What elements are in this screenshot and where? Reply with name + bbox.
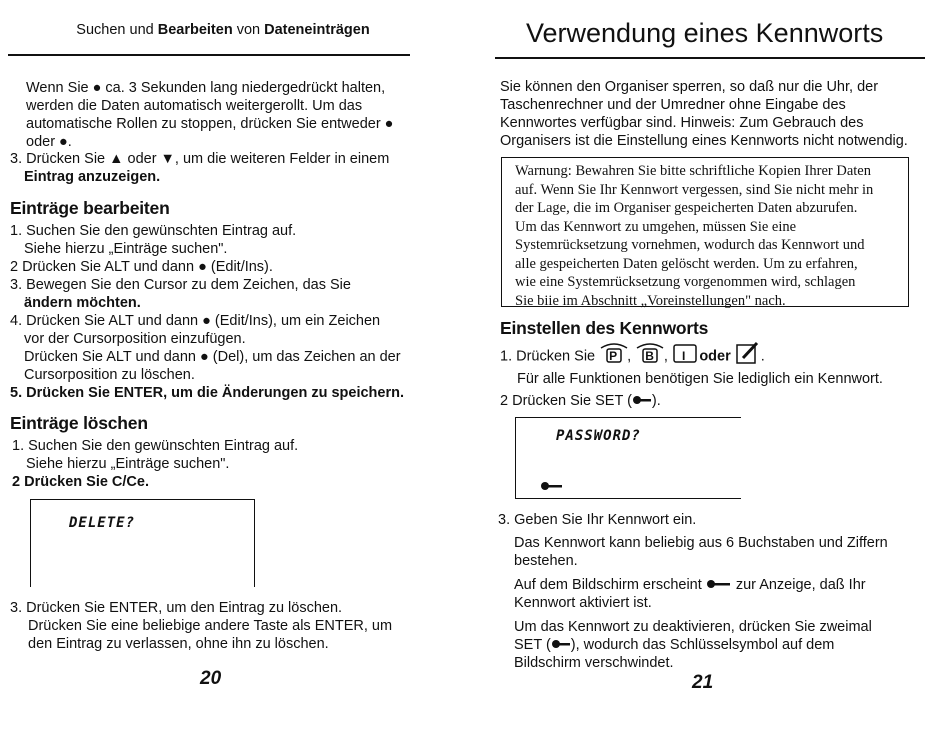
text-line: 5. Drücken Sie ENTER, um die Änderungen zu speichern. (10, 385, 404, 401)
text-line: 4. Drücken Sie ALT und dann ● (Edit/Ins), um ein Zeichen (10, 313, 381, 329)
text-line: Wenn Sie ● ca. 3 Sekunden lang niedergedrückt halten, (26, 80, 386, 96)
step3-field-nav (10, 150, 450, 186)
text-line: Eintrag anzuzeigen. (24, 169, 161, 185)
delete-confirm-step (10, 599, 460, 653)
page-title: Verwendung eines Kennworts (526, 18, 884, 48)
text-line: Das Kennwort kann beliebig aus 6 Buchstaben und Ziffern (514, 535, 888, 551)
key-label-i: I (681, 349, 686, 364)
text-line: 1. Drücken Sie (500, 348, 596, 365)
text-line: Kennwortes verfügbar sind. Hinweis: Zum Gebrauch des (500, 115, 864, 131)
warning-line: Systemrücksetzung vornehmen, wodurch das Kennwort und (515, 237, 865, 253)
text-line: zur Anzeige, daß Ihr (735, 577, 866, 593)
warning-line: alle gespeicherten Daten gelöscht werden. Um zu erfahren, (515, 255, 858, 272)
para-active (514, 576, 944, 612)
warning-box (501, 157, 909, 307)
text-line: Cursorposition zu löschen. (24, 367, 195, 383)
text-line: Drücken Sie ALT und dann ● (Del), um das Zeichen an der (24, 349, 401, 365)
text-line: automatische Rollen zu stoppen, drücken Sie entweder ● (26, 116, 394, 132)
text-line: Taschenrechner und der Umredner ohne Eingabe des (500, 97, 846, 113)
text-line: Sie können den Organiser sperren, so daß nur die Uhr, der (500, 79, 879, 95)
text-line: Bildschirm verschwindet. (514, 655, 674, 672)
text-line: Auf dem Bildschirm erscheint (514, 577, 702, 593)
text-line: Drücken Sie eine beliebige andere Taste als ENTER, um (28, 618, 393, 634)
warning-line: wie eine Systemrücksetzung vorgenommen wird, schlagen (515, 274, 856, 290)
lcd-text: DELETE? (69, 515, 136, 531)
text-line: 2 Drücken Sie ALT und dann ● (Edit/Ins). (10, 259, 273, 275)
text-line: ändern möchten. (24, 295, 141, 311)
text-line: 3. Bewegen Sie den Cursor zu dem Zeichen, das Sie (10, 277, 351, 293)
section-heading-delete: Einträge löschen (10, 413, 148, 433)
text-line: den Eintrag zu verlassen, ohne ihn zu löschen. (28, 636, 329, 652)
key-icon (632, 392, 652, 410)
set-step-3: 3. Geben Sie Ihr Kennwort ein. (498, 512, 697, 528)
key-label-b: B (645, 349, 654, 364)
page-number: 21 (692, 672, 714, 693)
header-text-bold: Bearbeiten (157, 22, 233, 38)
text-line: SET ( (514, 637, 551, 653)
text-line: 1. Suchen Sie den gewünschten Eintrag auf. (10, 223, 297, 239)
title-rule (495, 57, 925, 59)
key-icon (706, 576, 732, 594)
text-line: bestehen. (514, 553, 578, 569)
text-line: Siehe hierzu „Einträge suchen". (26, 456, 230, 472)
set-step-1: 1. Drücken Sie P , B , I oder . (500, 341, 940, 372)
text-line: Kennwort aktiviert ist. (514, 595, 652, 612)
text-line: 2 Drücken Sie SET ( (500, 393, 632, 409)
page-number: 20 (200, 668, 222, 689)
key-label-p: P (609, 349, 618, 364)
header-text: Suchen und (76, 22, 158, 38)
set-step-2 (500, 392, 940, 410)
warning-line: der Lage, die im Organiser gespeicherten Daten abzurufen. (515, 200, 858, 216)
text-line: Um das Kennwort zu deaktivieren, drücken Sie zweimal (514, 619, 872, 635)
intro-paragraph (500, 78, 940, 150)
para-length (514, 534, 944, 570)
text-line: 1. Suchen Sie den gewünschten Eintrag auf. (12, 438, 299, 454)
lcd-display-password (515, 417, 741, 499)
text-line: ). (651, 393, 661, 409)
header-text: von (232, 22, 265, 38)
pencil-icon (735, 341, 761, 372)
key-icon (551, 636, 571, 654)
left-page (0, 0, 470, 732)
section-heading-edit: Einträge bearbeiten (10, 198, 170, 218)
scroll-paragraph (26, 79, 446, 151)
header-rule (8, 54, 410, 56)
lcd-text: PASSWORD? (556, 428, 641, 444)
text-or: oder (699, 348, 731, 365)
text-line: Siehe hierzu „Einträge suchen". (24, 241, 228, 257)
text-line: oder ●. (26, 134, 72, 150)
para-deactivate (514, 618, 944, 672)
warning-line: Um das Kennwort zu umgehen, müssen Sie eine (515, 218, 797, 235)
text-line: Für alle Funktionen benötigen Sie lediglich ein Kennwort. (517, 371, 883, 387)
right-page (480, 0, 950, 732)
text-line: vor der Cursorposition einzufügen. (24, 331, 246, 347)
text-line: werden die Daten automatisch weitergerollt. Um das (26, 98, 363, 114)
warning-line: Warnung: Bewahren Sie bitte schriftliche Kopien Ihrer Daten (515, 163, 871, 179)
lcd-display-delete (30, 499, 255, 587)
text-line: 3. Drücken Sie ENTER, um den Eintrag zu löschen. (10, 600, 343, 616)
warning-line: auf. Wenn Sie Ihr Kennwort vergessen, sind Sie nicht mehr in (515, 181, 874, 198)
section-heading-set-password: Einstellen des Kennworts (500, 318, 709, 338)
header-text-bold: Dateneinträgen (264, 22, 370, 38)
key-icon (540, 478, 564, 496)
text-line: ), wodurch das Schlüsselsymbol auf dem (570, 637, 835, 653)
text-line: 2 Drücken Sie C/Ce. (12, 474, 149, 490)
text-line: Organisers ist die Einstellung eines Kennworts nicht notwendig. (500, 133, 908, 149)
text-line: 3. Drücken Sie ▲ oder ▼, um die weiteren Felder in einem (10, 151, 390, 167)
delete-steps (12, 437, 452, 491)
running-header (28, 22, 418, 38)
warning-line: Sie biie im Abschnitt „Voreinstellungen" nach. (515, 292, 786, 309)
edit-steps (10, 222, 460, 402)
